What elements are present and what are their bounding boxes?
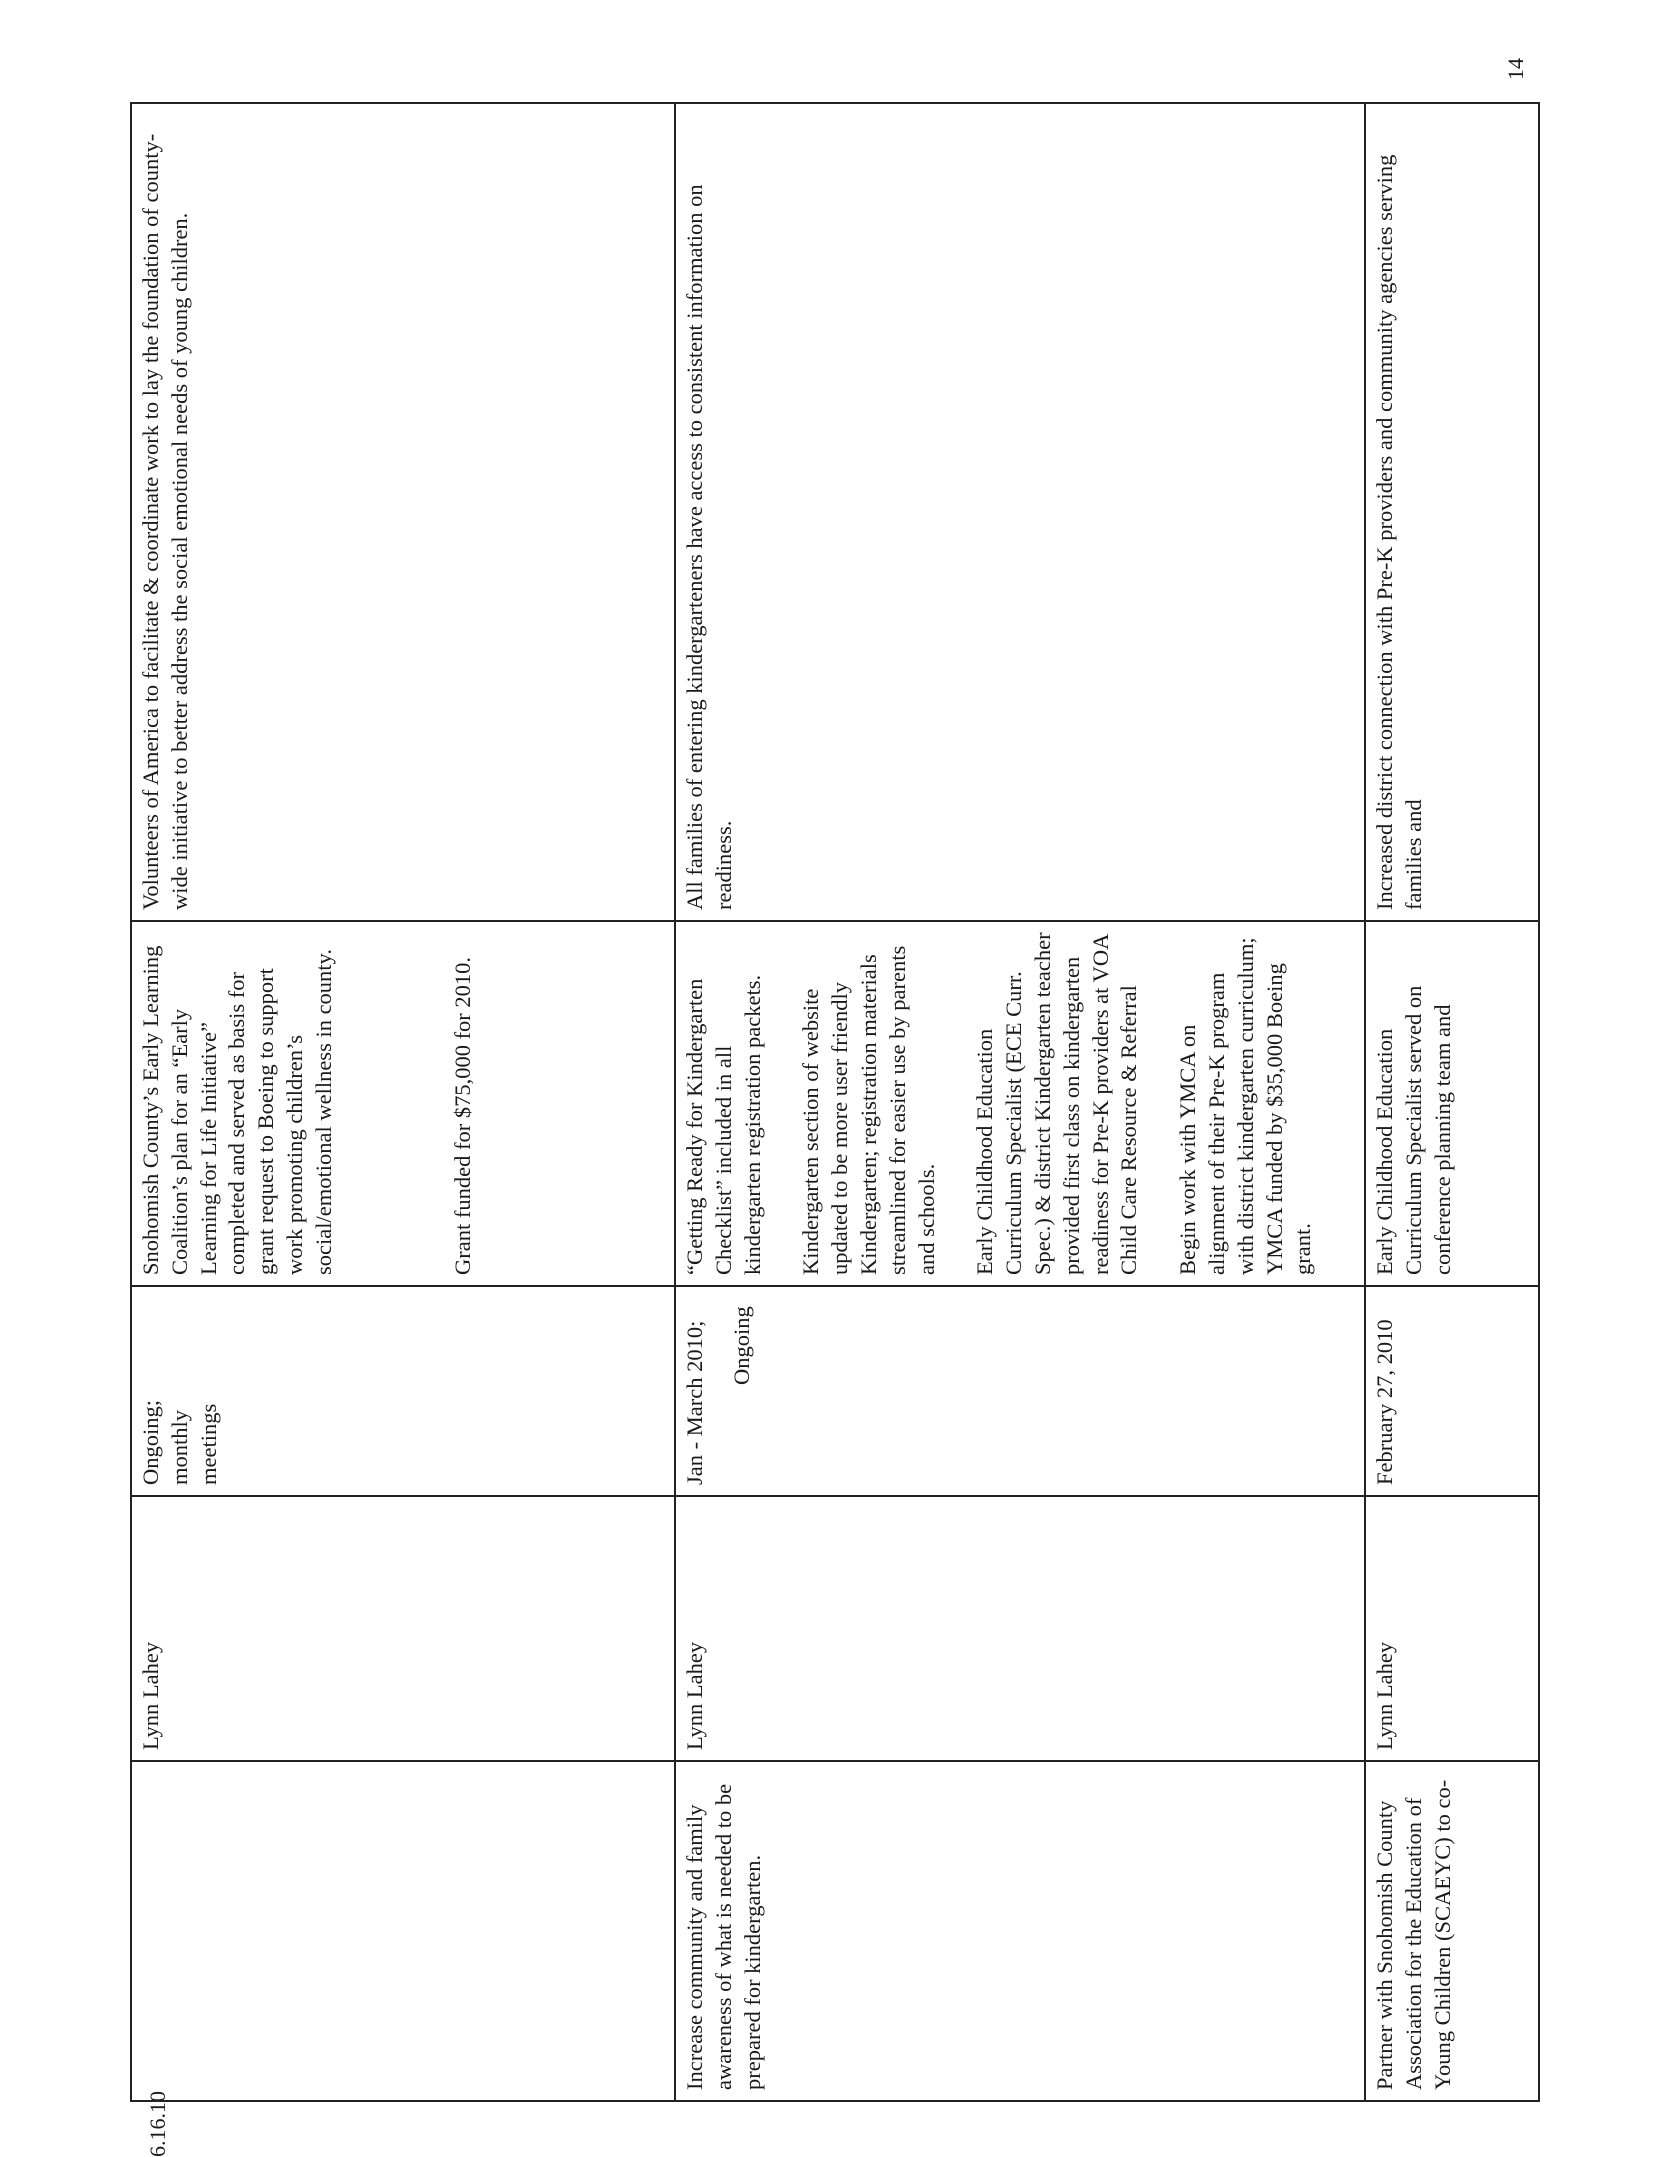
outcome-cell: Increased district connection with Pre-K providers and community agencies serving families and [1365, 103, 1539, 921]
timeline-cell: Ongoing; monthly meetings [131, 1286, 675, 1496]
activities-cell: Early Childhood Education Curriculum Specialist served on conference planning team and [1365, 921, 1539, 1286]
action-plan-table [130, 102, 1540, 2102]
timeline-cell: Jan - March 2010; Ongoing [675, 1286, 1365, 1496]
responsible-cell: Lynn Lahey [675, 1496, 1365, 1761]
table-row [131, 103, 675, 2101]
plan-document [130, 104, 1538, 2102]
footer-date: 6.16.10 [145, 2091, 170, 2157]
responsible-cell: Lynn Lahey [131, 1496, 675, 1761]
outcome-cell: Volunteers of America to facilitate & coordinate work to lay the foundation of county-wide initiative to better address the social emotional needs of young children. [131, 103, 675, 921]
activities-cell: “Getting Ready for Kindergarten Checklist” included in all kindergarten registration packets. Kindergarten section of website updated to be more user friendly Kindergarten; registration materials streamlined for easier use by parents and schools. Early Childhood Education Curriculum Specialist (ECE Curr. Spec.) & district Kindergarten teacher provided first class on kindergarten readiness for Pre-K providers at VOA Child Care Resource & Referral Begin work with YMCA on alignment of their Pre-K program with district kindergarten curriculum; YMCA funded by $35,000 Boeing grant. [675, 921, 1365, 1286]
rotated-page [130, 104, 1538, 2102]
outcome-cell: All families of entering kindergarteners have access to consistent information on readiness. [675, 103, 1365, 921]
table-row [1365, 103, 1539, 2101]
table-row [675, 103, 1365, 2101]
responsible-cell: Lynn Lahey [1365, 1496, 1539, 1761]
timeline-cell: February 27, 2010 [1365, 1286, 1539, 1496]
goal-cell [131, 1761, 675, 2101]
page-number: 14 [1503, 58, 1528, 80]
goal-cell: Increase community and family awareness of what is needed to be prepared for kindergarten. [675, 1761, 1365, 2101]
goal-cell: Partner with Snohomish County Association for the Education of Young Children (SCAEYC) to co- [1365, 1761, 1539, 2101]
activities-cell: Snohomish County’s Early Learning Coalition’s plan for an “Early Learning for Life Initiative” completed and served as basis for grant request to Boeing to support work promoting children’s social/emotional wellness in county. Grant funded for $75,000 for 2010. [131, 921, 675, 1286]
